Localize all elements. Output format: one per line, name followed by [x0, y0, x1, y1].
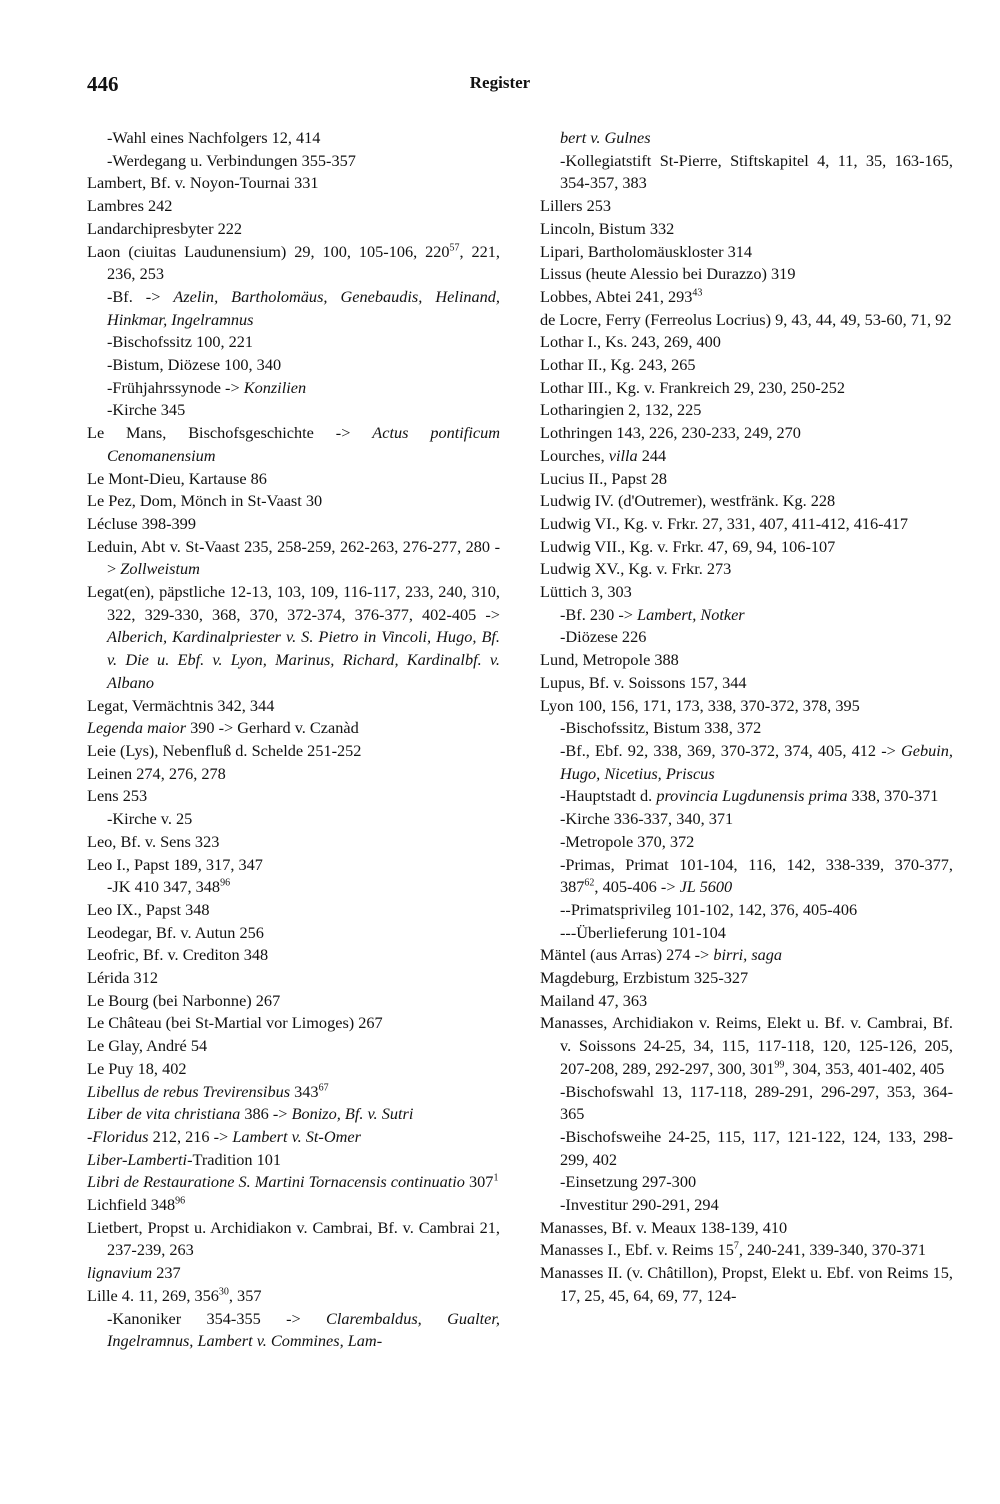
index-entry: Le Château (bei St-Martial vor Limoges) 267 — [87, 1013, 383, 1033]
index-entry: Lens 253 — [87, 786, 148, 806]
index-entry: Lucius II., Papst 28 — [540, 468, 668, 488]
index-subentry: -Kanoniker 354-355 -> Clarembaldus, Gualter, Ingelramnus, Lambert v. Commines, Lam- — [107, 1308, 500, 1351]
index-entry: Libellus de rebus Trevirensibus $343^{67}$ — [87, 1081, 329, 1101]
index-entry: Leduin, Abt v. St-Vaast 235, 258-259, 262-263, 276-277, 280 -> Zollweistum — [87, 536, 500, 579]
index-subentry: -Bf., Ebf. 92, 338, 369, 370-372, 374, 405, 412 -> Gebuin, Hugo, Nicetius, Priscus — [560, 740, 953, 783]
index-entry: Leo IX., Papst 348 — [87, 899, 210, 919]
index-entry: Lothar III., Kg. v. Frankreich 29, 230, 250-252 — [540, 377, 846, 397]
index-entry: Lund, Metropole 388 — [540, 650, 679, 670]
index-entry: Leodegar, Bf. v. Autun 256 — [87, 922, 264, 942]
index-entry: Ludwig XV., Kg. v. Frkr. 273 — [540, 559, 732, 579]
index-entry: Leofric, Bf. v. Crediton 348 — [87, 945, 269, 965]
index-subentry: -Kollegiatstift St-Pierre, Stiftskapitel 4, 11, 35, 163-165, 354-357, 383 — [560, 150, 953, 193]
index-entry: Lotharingien 2, 132, 225 — [540, 400, 702, 420]
index-subentry: -Kirche 345 — [107, 400, 186, 420]
index-subentry: -Bf. -> Azelin, Bartholomäus, Genebaudis, Helinand, Hinkmar, Ingelramnus — [107, 286, 500, 329]
index-entry: Lüttich 3, 303 — [540, 582, 632, 602]
index-entry: Magdeburg, Erzbistum 325-327 — [540, 968, 749, 988]
index-entry: de Locre, Ferry (Ferreolus Locrius) 9, 43, 44, 49, 53-60, 71, 92 — [540, 309, 952, 329]
index-entry: Lothar I., Ks. 243, 269, 400 — [540, 332, 721, 352]
index-entry: Lupus, Bf. v. Soissons 157, 344 — [540, 672, 747, 692]
index-entry: Laon (ciuitas Laudunensium) 29, 100, 105-106, $220^{57}$, 221, 236, 253 — [87, 241, 500, 284]
index-entry: Lyon 100, 156, 171, 173, 338, 370-372, 378, 395 — [540, 695, 860, 715]
index-entry: Ludwig IV. (d'Outremer), westfränk. Kg. 228 — [540, 491, 836, 511]
index-entry: Manasses, Bf. v. Meaux 138-139, 410 — [540, 1217, 788, 1237]
index-entry: Le Puy 18, 402 — [87, 1058, 187, 1078]
index-entry: Mailand 47, 363 — [540, 990, 648, 1010]
index-entry: lignavium 237 — [87, 1263, 181, 1283]
index-entry: -Floridus 212, 216 -> Lambert v. St-Omer — [87, 1126, 361, 1146]
index-entry: Leo I., Papst 189, 317, 347 — [87, 854, 263, 874]
index-subentry: -Diözese 226 — [560, 627, 647, 647]
index-subentry: -Investitur 290-291, 294 — [560, 1195, 719, 1215]
index-subentry: -Wahl eines Nachfolgers 12, 414 — [107, 128, 321, 147]
index-subentry: --Primatsprivileg 101-102, 142, 376, 405-406 — [560, 899, 858, 919]
index-subentry: ---Überlieferung 101-104 — [560, 922, 726, 942]
index-entry: Lécluse 398-399 — [87, 513, 196, 533]
index-entry: Le Mont-Dieu, Kartause 86 — [87, 468, 267, 488]
index-entry: Ludwig VI., Kg. v. Frkr. 27, 331, 407, 411-412, 416-417 — [540, 513, 908, 533]
page-number: 446 — [87, 72, 119, 96]
index-entry: Legenda maior 390 -> Gerhard v. Czanàd — [87, 718, 359, 738]
index-subentry: -Bischofssitz, Bistum 338, 372 — [560, 718, 762, 738]
index-entry: Leo, Bf. v. Sens 323 — [87, 831, 220, 851]
index-entry: Le Mans, Bischofsgeschichte -> Actus pontificum Cenomanensium — [87, 423, 500, 465]
index-entry: Le Bourg (bei Narbonne) 267 — [87, 990, 281, 1010]
index-entry: Ludwig VII., Kg. v. Frkr. 47, 69, 94, 106-107 — [540, 536, 836, 556]
index-entry: Le Glay, André 54 — [87, 1036, 208, 1056]
index-subentry: -Hauptstadt d. provincia Lugdunensis prima 338, 370-371 — [560, 786, 939, 806]
index-entry: Lipari, Bartholomäuskloster 314 — [540, 241, 753, 261]
index-entry: Lambres 242 — [87, 196, 173, 216]
index-subentry: -Bf. 230 -> Lambert, Notker — [560, 604, 745, 624]
index-entry: Legat(en), päpstliche 12-13, 103, 109, 116-117, 233, 240, 310, 322, 329-330, 368, 370, 372-374, 376-377, 402-405 -> Alberich, Kardinalpriester v. S. Pietro in Vincoli, Hugo, Bf. v. Die u. Ebf. v. Lyon, Marinus, Richard, Kardinalbf. v. Albano — [87, 582, 500, 692]
index-entry: Lourches, villa 244 — [540, 445, 667, 465]
index-subentry: -Werdegang u. Verbindungen 355-357 — [107, 150, 356, 170]
running-head: Register — [469, 73, 531, 92]
index-subentry: -Einsetzung 297-300 — [560, 1172, 697, 1192]
index-entry: Mäntel (aus Arras) 274 -> birri, saga — [540, 945, 783, 965]
index-subentry: -Primas, Primat 101-104, 116, 142, 338-339, 370-377, $387^{62}$, 405-406 -> JL 5600 — [560, 854, 953, 897]
index-subentry: -Kirche 336-337, 340, 371 — [560, 809, 734, 829]
index-entry: Liber de vita christiana 386 -> Bonizo, Bf. v. Sutri — [87, 1104, 414, 1124]
index-entry: Lambert, Bf. v. Noyon-Tournai 331 — [87, 173, 319, 193]
index-subentry: -JK 410 347, $348^{96}$ — [107, 877, 231, 897]
index-entry: Le Pez, Dom, Mönch in St-Vaast 30 — [87, 491, 323, 511]
index-subentry: -Bischofswahl 13, 117-118, 289-291, 296-297, 353, 364-365 — [560, 1081, 953, 1124]
left-column — [87, 127, 500, 1353]
index-entry: Lothar II., Kg. 243, 265 — [540, 355, 696, 375]
index-entry: Legat, Vermächtnis 342, 344 — [87, 695, 275, 715]
index-subentry: -Frühjahrssynode -> Konzilien — [107, 377, 307, 397]
index-subentry: -Kirche v. 25 — [107, 809, 193, 829]
index-entry: Lissus (heute Alessio bei Durazzo) 319 — [540, 264, 796, 284]
index-subentry: -Bistum, Diözese 100, 340 — [107, 355, 282, 375]
index-subentry: bert v. Gulnes — [560, 128, 651, 147]
index-subentry: -Bischofssitz 100, 221 — [107, 332, 254, 352]
index-entry: Lobbes, Abtei 241, $293^{43}$ — [540, 286, 703, 306]
index-entry: Manasses I., Ebf. v. Reims $15^7$, 240-241, 339-340, 370-371 — [540, 1240, 927, 1260]
index-entry: Manasses II. (v. Châtillon), Propst, Elekt u. Ebf. von Reims 15, 17, 25, 45, 64, 69, 77, 124- — [540, 1263, 953, 1305]
index-entry: Lietbert, Propst u. Archidiakon v. Cambrai, Bf. v. Cambrai 21, 237-239, 263 — [87, 1217, 500, 1260]
index-entry: Lillers 253 — [540, 196, 611, 216]
index-entry: Lille 4. 11, 269, $356^{30}$, 357 — [87, 1285, 262, 1305]
right-column — [540, 127, 953, 1308]
index-entry: Manasses, Archidiakon v. Reims, Elekt u. Bf. v. Cambrai, Bf. v. Soissons 24-25, 34, 115, 117-118, 120, 125-126, 205, 207-208, 289, 292-297, 300, $301^{99}$, 304, 353, 401-402, 405 — [540, 1013, 953, 1078]
index-entry: Leinen 274, 276, 278 — [87, 763, 226, 783]
index-entry: Lincoln, Bistum 332 — [540, 218, 675, 238]
index-entry: Landarchipresbyter 222 — [87, 218, 243, 238]
index-subentry: -Bischofsweihe 24-25, 115, 117, 121-122, 124, 133, 298-299, 402 — [560, 1126, 953, 1169]
index-entry: Lothringen 143, 226, 230-233, 249, 270 — [540, 423, 801, 443]
index-subentry: -Metropole 370, 372 — [560, 831, 695, 851]
index-entry: Lérida 312 — [87, 968, 158, 988]
index-entry: Liber-Lamberti-Tradition 101 — [87, 1149, 282, 1169]
index-entry: Leie (Lys), Nebenfluß d. Schelde 251-252 — [87, 740, 362, 760]
index-entry: Lichfield $348^{96}$ — [87, 1195, 186, 1215]
index-entry: Libri de Restauratione S. Martini Tornacensis continuatio $307^1$ — [87, 1172, 499, 1192]
